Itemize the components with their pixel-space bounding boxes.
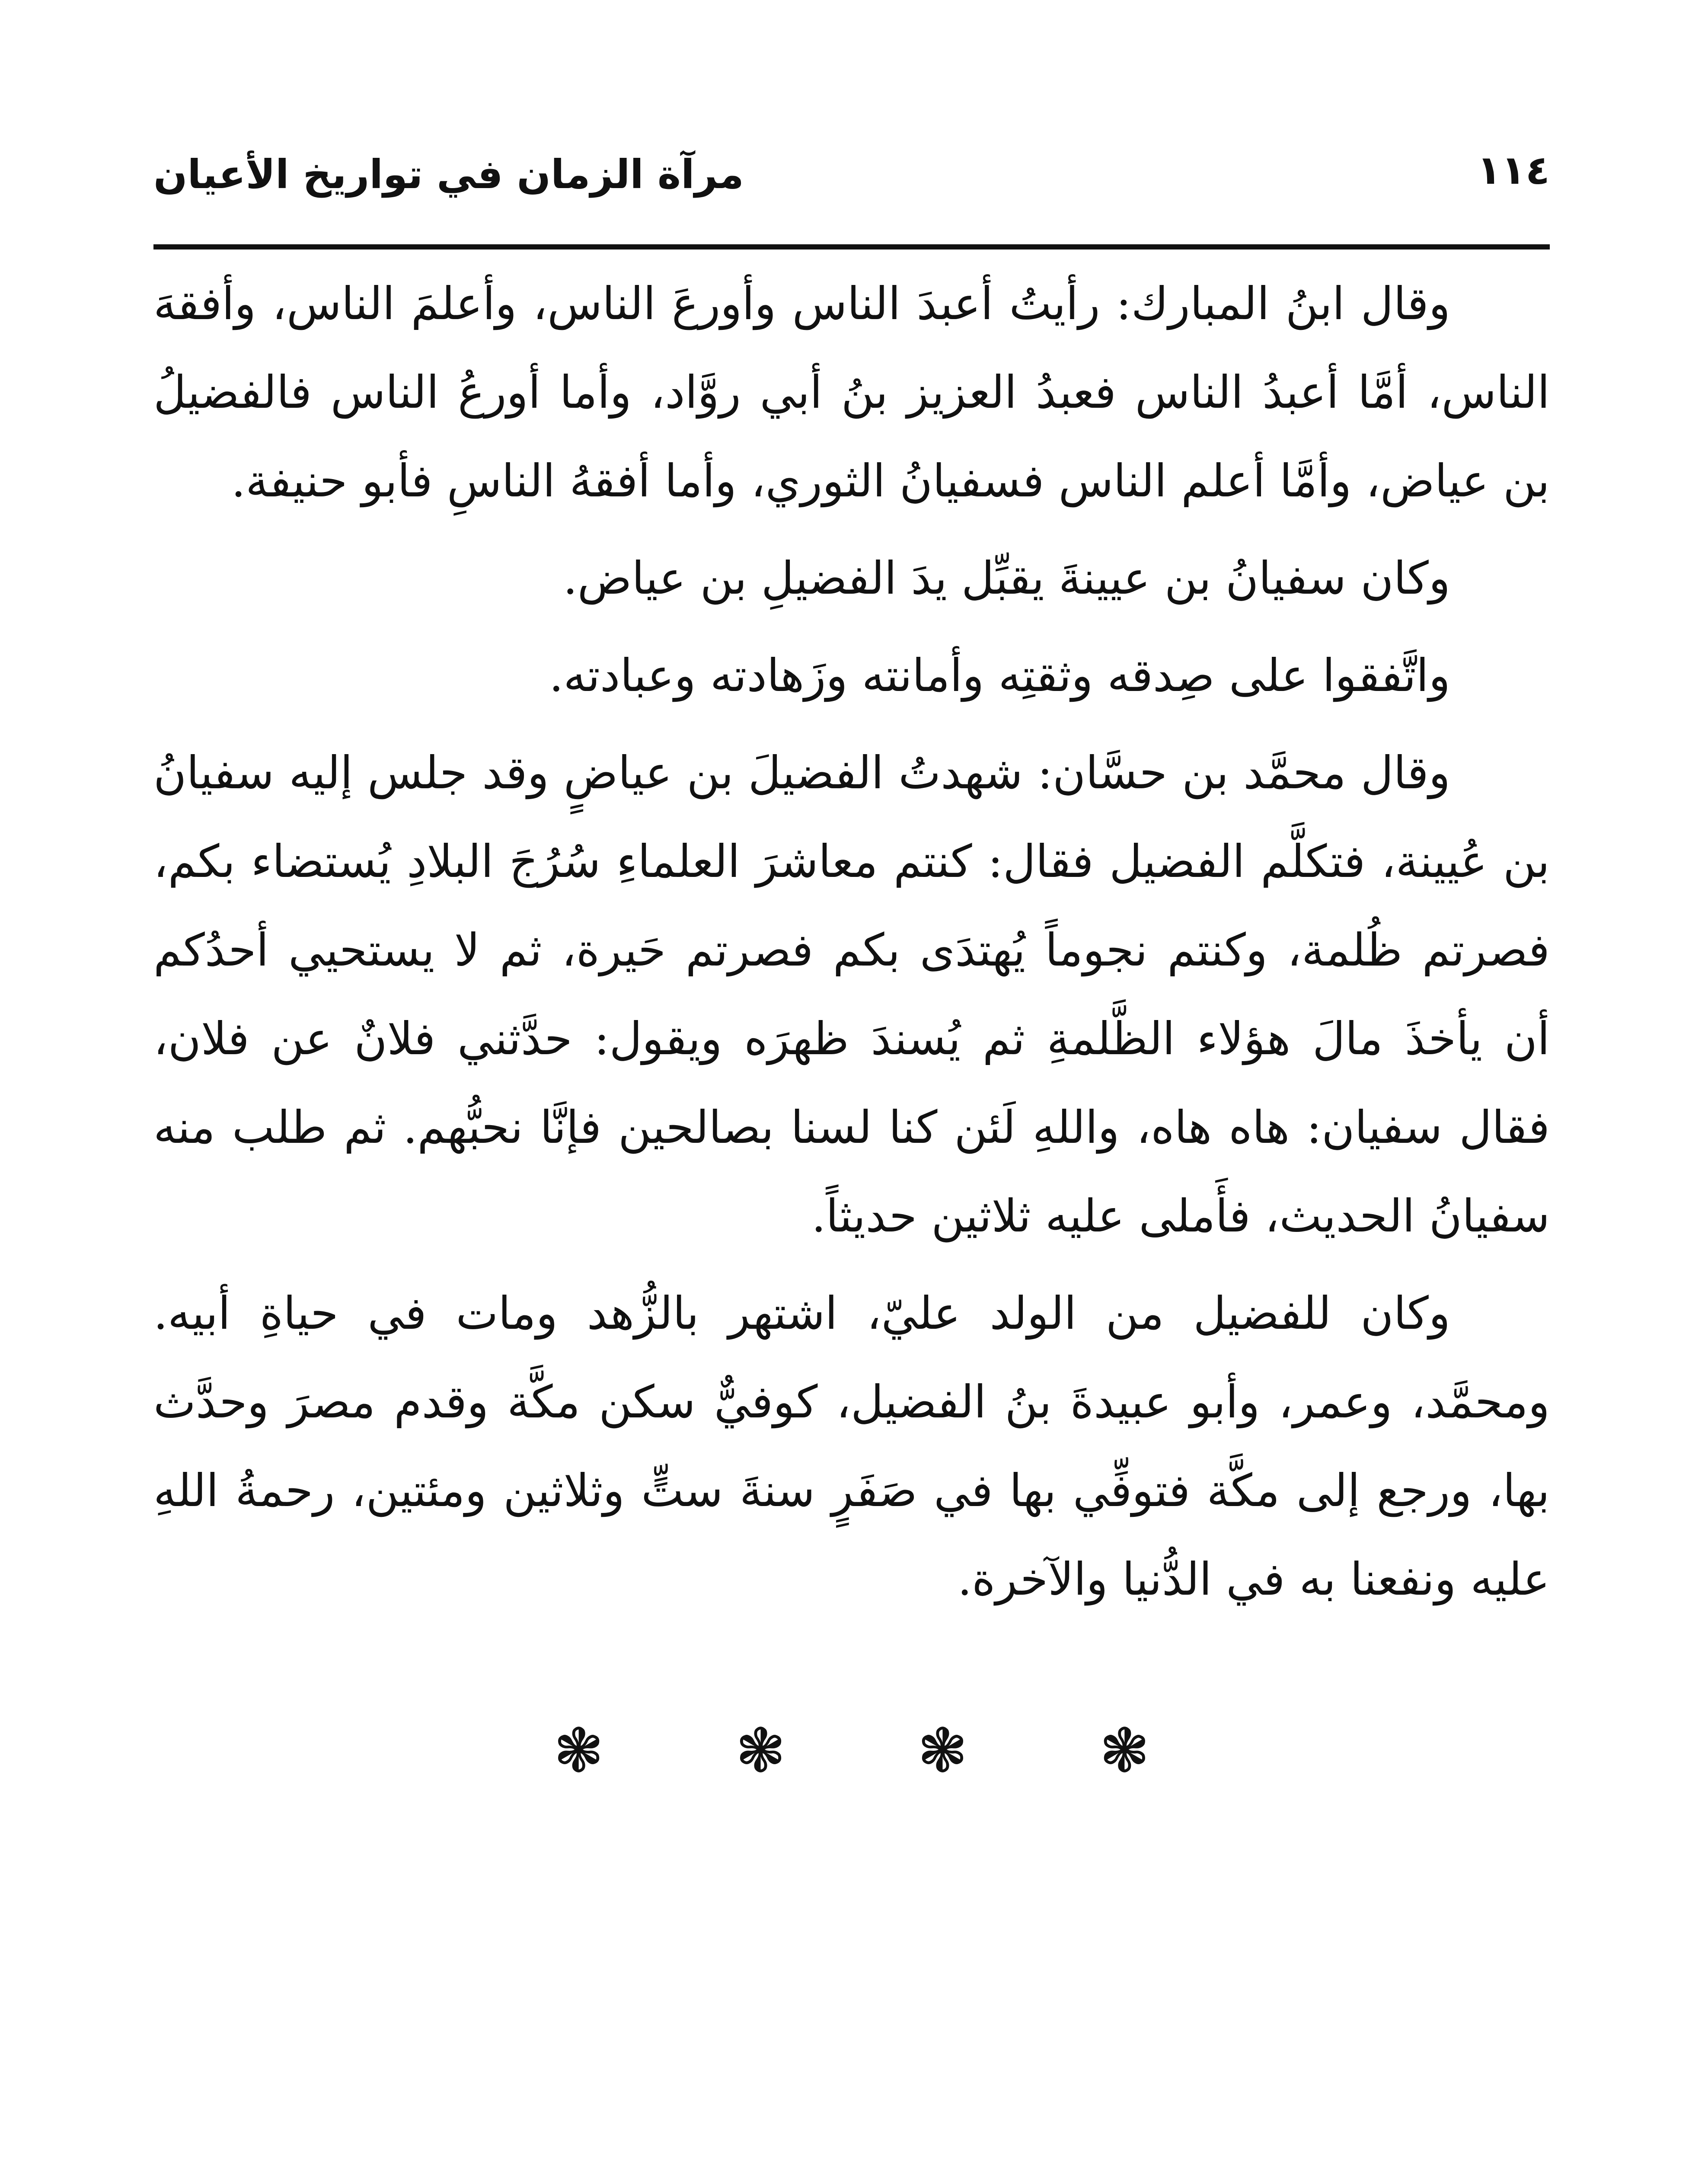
page-header (153, 143, 1550, 229)
page-number: ١١٤ (1477, 147, 1550, 193)
paragraph-muhammad-ibn-hassan: وقال محمَّد بن حسَّان: شهدتُ الفضيلَ بن عياضٍ وقد جلس إليه سفيانُ بن عُيينة، فتكلَّم الفضيل فقال: كنتم معاشرَ العلماءِ سُرُجَ البلادِ يُستضاء بكم، فصرتم ظُلمة، وكنتم نجوماً يُهتدَى بكم فصرتم حَيرة، ثم لا يستحيي أحدُكم أن يأخذَ مالَ هؤلاء الظَّلمةِ ثم يُسندَ ظهرَه ويقول: حدَّثني فلانٌ عن فلان، فقال سفيان: هاه هاه، واللهِ لَئن كنا لسنا بصالحين فإنَّا نحبُّهم. ثم طلب منه سفيانُ الحديث، فأَملى عليه ثلاثين حديثاً. (153, 746, 1550, 1242)
section-end-ornaments (553, 1712, 1150, 1790)
flower-ornament-icon: ❃ (1099, 1716, 1150, 1786)
paragraph-agreement: واتَّفقوا على صِدقه وثقتِه وأمانته وزَهادته وعبادته. (549, 649, 1450, 702)
paragraph-children: وكان للفضيل من الولد عليّ، اشتهر بالزُّهد ومات في حياةِ أبيه. ومحمَّد، وعمر، وأبو عبيدةَ بنُ الفضيل، كوفيٌّ سكن مكَّة وقدم مصرَ وحدَّث بها، ورجع إلى مكَّة فتوفِّي بها في صَفَرٍ سنةَ ستٍّ وثلاثين ومئتين، رحمةُ اللهِ عليه ونفعنا به في الدُّنيا والآخرة. (153, 1287, 1550, 1606)
flower-ornament-icon: ❃ (917, 1716, 968, 1786)
header-divider (153, 244, 1550, 249)
running-title: مرآة الزمان في تواريخ الأعيان (153, 151, 744, 198)
paragraph-sufyan-kissing-hand: وكان سفيانُ بن عيينةَ يقبِّل يدَ الفضيلِ بن عياض. (563, 552, 1450, 604)
flower-ornament-icon: ❃ (553, 1716, 604, 1786)
paragraph-ibn-al-mubarak: وقال ابنُ المبارك: رأيتُ أعبدَ الناس وأورعَ الناس، وأعلمَ الناس، وأفقهَ الناس، أمَّا أعبدُ الناس فعبدُ العزيز بنُ أبي روَّاد، وأما أورعُ الناس فالفضيلُ بن عياض، وأمَّا أعلم الناس فسفيانُ الثوري، وأما أفقهُ الناسِ فأبو حنيفة. (153, 277, 1550, 507)
main-text (153, 259, 1550, 1632)
flower-ornament-icon: ❃ (735, 1716, 786, 1786)
